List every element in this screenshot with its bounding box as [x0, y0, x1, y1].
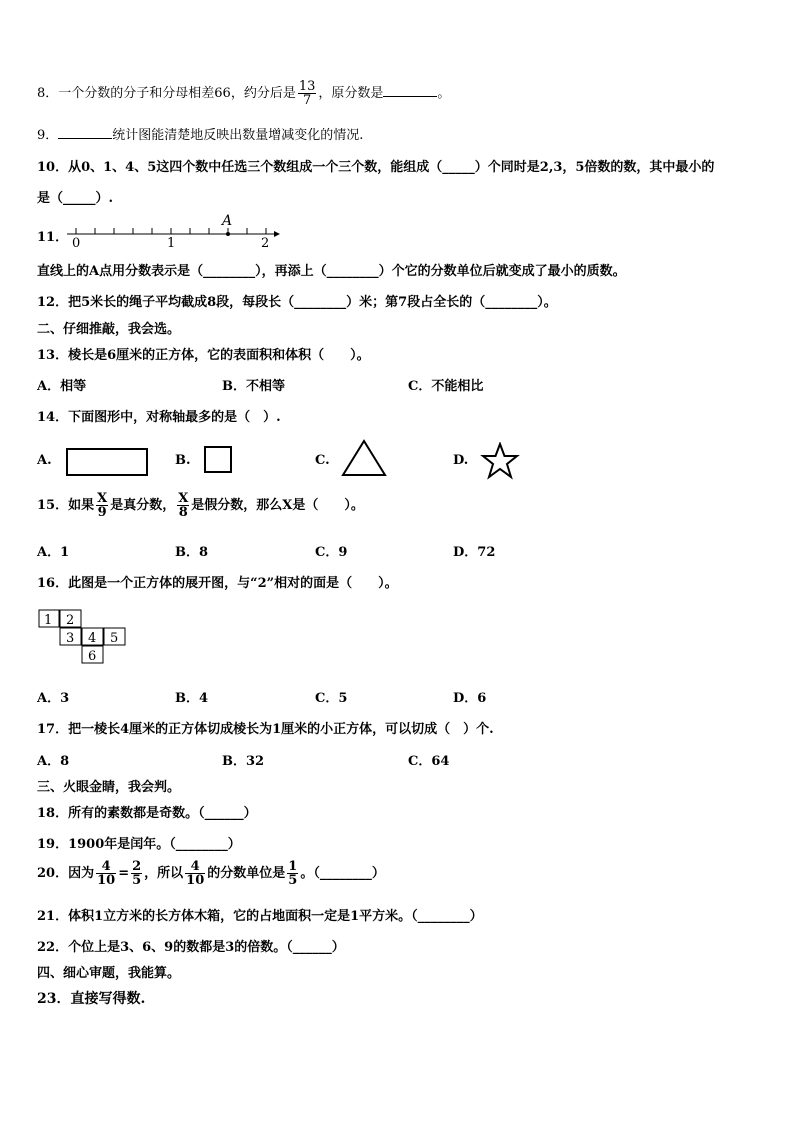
option-d[interactable]: D．72: [453, 545, 496, 560]
option-a[interactable]: A．8: [37, 754, 70, 769]
question-10-line2: 是（_____）.: [37, 191, 114, 206]
option-b[interactable]: B．8: [175, 545, 209, 560]
number-line: [62, 212, 282, 252]
section-2-heading: 二、仔细推敲，我会选。: [37, 322, 181, 337]
question-23: 23．直接写得数.: [37, 991, 146, 1007]
fraction: $\frac{13}{7}$: [298, 79, 316, 108]
fraction: $\frac{1}{5}$: [288, 859, 298, 888]
question-21: 21．体积1立方米的长方体木箱，它的占地面积一定是1平方米。（________）: [37, 909, 483, 924]
cube-net-diagram: [38, 608, 128, 666]
question-15: 15．如果 $\frac{X}{9}$ 是真分数， $\frac{X}{8}$ 是假分数，那么X是（ ）。: [37, 491, 364, 520]
option-a[interactable]: A．3: [37, 691, 70, 706]
option-b[interactable]: B．不相等: [222, 379, 285, 394]
question-22: 22．个位上是3、6、9的数都是3的倍数。（______）: [37, 940, 345, 955]
section-3-heading: 三、火眼金睛，我会判。: [37, 780, 181, 795]
question-9: 9． 统计图能清楚地反映出数量增减变化的情况.: [37, 128, 364, 143]
question-18: 18．所有的素数都是奇数。（______）: [37, 806, 257, 821]
option-b[interactable]: B．32: [222, 754, 265, 769]
option-d-label[interactable]: D.: [453, 453, 469, 468]
option-c[interactable]: C．5: [315, 691, 348, 706]
question-11-text: 直线上的A点用分数表示是（________），再添上（________）个它的分数单位后就变成了最小的质数。: [37, 264, 626, 279]
square-shape: [204, 446, 232, 473]
tick-label-2: 2: [261, 236, 270, 251]
question-20: 20．因为 $\frac{4}{10}$ = $\frac{2}{5}$ ，所以 $\frac{4}{10}$ 的分数单位是 $\frac{1}{5}$ 。（________）: [37, 859, 385, 888]
option-c[interactable]: C．64: [408, 754, 450, 769]
net-cell-3: 3: [66, 631, 75, 646]
fraction: $\frac{4}{10}$: [97, 859, 116, 888]
question-8: 8．一个分数的分子和分母相差66，约分后是 $\frac{13}{7}$ ，原分数是 。: [37, 79, 451, 108]
question-17: 17．把一棱长4厘米的正方体切成棱长为1厘米的小正方体，可以切成（ ）个.: [37, 722, 494, 737]
fraction: $\frac{X}{9}$: [97, 491, 108, 520]
answer-blank[interactable]: [383, 95, 437, 97]
net-cell-6: 6: [88, 649, 97, 664]
fraction: $\frac{X}{8}$: [178, 491, 189, 520]
question-10-line1: 10．从0、1、4、5这四个数中任选三个数组成一个三个数，能组成（_____）个同时是2,3，5倍数的数，其中最小的: [37, 160, 715, 175]
option-c[interactable]: C．不能相比: [408, 379, 484, 394]
option-d[interactable]: D．6: [453, 691, 487, 706]
net-cell-1: 1: [44, 613, 53, 628]
option-a[interactable]: A．1: [37, 545, 70, 560]
section-4-heading: 四、细心审题，我能算。: [37, 966, 181, 981]
tick-label-0: 0: [72, 236, 81, 251]
triangle-shape: [340, 438, 388, 478]
point-a-label: A: [222, 213, 233, 229]
star-shape: [480, 442, 520, 480]
net-cell-2: 2: [66, 613, 75, 628]
question-19: 19．1900年是闰年。（________）: [37, 837, 241, 852]
fraction: $\frac{2}{5}$: [132, 859, 142, 888]
option-a-label[interactable]: A.: [37, 453, 52, 468]
option-c-label[interactable]: C.: [315, 453, 330, 468]
tick-label-1: 1: [167, 236, 176, 251]
net-cell-4: 4: [88, 631, 97, 646]
option-c[interactable]: C．9: [315, 545, 348, 560]
question-11-number: 11．: [37, 230, 69, 245]
net-cell-5: 5: [110, 631, 119, 646]
option-b[interactable]: B．4: [175, 691, 209, 706]
question-16: 16．此图是一个正方体的展开图，与“2”相对的面是（ ）。: [37, 576, 398, 591]
question-13: 13．棱长是6厘米的正方体，它的表面积和体积（ ）。: [37, 348, 370, 363]
point-a: [226, 232, 230, 236]
answer-blank[interactable]: [58, 137, 112, 139]
question-14: 14．下面图形中，对称轴最多的是（ ）.: [37, 410, 281, 425]
rectangle-shape: [66, 448, 148, 476]
fraction: $\frac{4}{10}$: [186, 859, 205, 888]
option-b-label[interactable]: B.: [175, 453, 191, 468]
question-12: 12．把5米长的绳子平均截成8段，每段长（________）米；第7段占全长的（________）。: [37, 295, 557, 310]
option-a[interactable]: A．相等: [37, 379, 87, 394]
